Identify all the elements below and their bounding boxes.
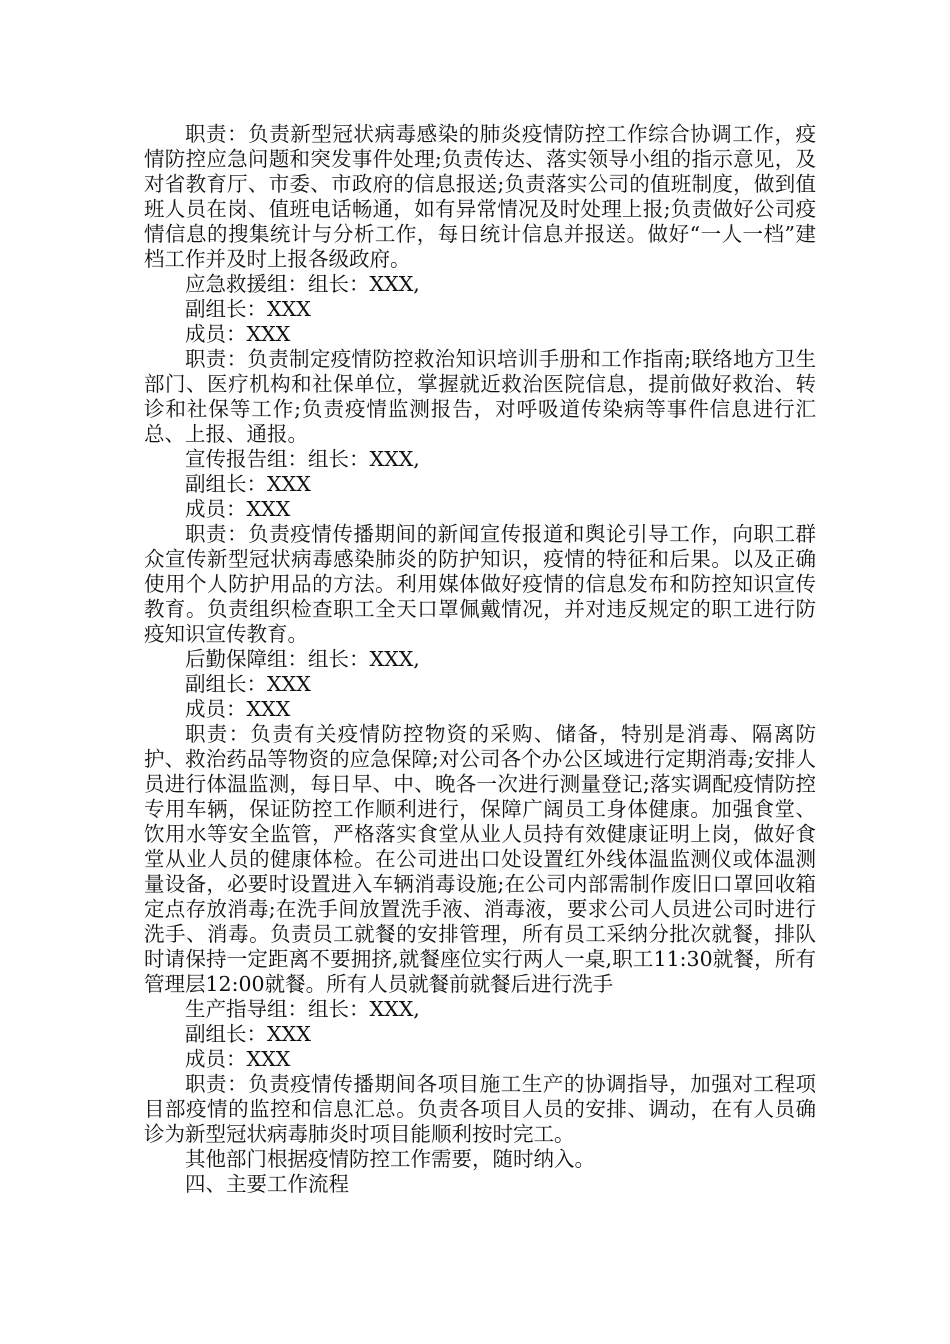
publicity-group-members: 成员：XXX	[185, 497, 291, 521]
paragraph-logistics-duties: 职责：负责有关疫情防控物资的采购、储备，特别是消毒、隔离防护、救治药品等物资的应急保障;对公司各个办公区域进行定期消毒;安排人员进行体温监测，每日早、中、晚各一次进行测量登记;落实调配疫情防控专用车辆，保证防控工作顺利进行，保障广阔员工身体健康。加强食堂、饮用水等安全监管，严格落实食堂从业人员持有效健康证明上岗，做好食堂从业人员的健康体检。在公司进出口处设置红外线体温监测仪或体温测量设备，必要时设置进入车辆消毒设施;在公司内部需制作废旧口罩回收箱定点存放消毒;在洗手间放置洗手液、消毒液，要求公司人员进公司时进行洗手、消毒。负责员工就餐的安排管理，所有员工采纳分批次就餐，排队时请保持一定距离不要拥挤,就餐座位实行两人一桌,职工11:30就餐，所有管理层12:00就餐。所有人员就餐前就餐后进行洗手	[144, 722, 816, 996]
logistics-group-deputy: 副组长：XXX	[185, 672, 311, 696]
production-group-deputy: 副组长：XXX	[185, 1022, 311, 1046]
document-body	[144, 122, 816, 1197]
section-heading-main-workflow: 四、主要工作流程	[185, 1172, 349, 1196]
emergency-rescue-group-leader: 应急救援组：组长：XXX,	[185, 272, 420, 296]
logistics-group-leader: 后勤保障组：组长：XXX,	[185, 647, 420, 671]
paragraph-publicity-duties: 职责：负责疫情传播期间的新闻宣传报道和舆论引导工作，向职工群众宣传新型冠状病毒感染肺炎的防护知识，疫情的特征和后果。以及正确使用个人防护用品的方法。利用媒体做好疫情的信息发布和防控知识宣传教育。负责组织检查职工全天口罩佩戴情况，并对违反规定的职工进行防疫知识宣传教育。	[144, 522, 816, 646]
emergency-rescue-group-deputy: 副组长：XXX	[185, 297, 311, 321]
paragraph-other-departments: 其他部门根据疫情防控工作需要，随时纳入。	[185, 1147, 595, 1171]
paragraph-emergency-rescue-duties: 职责：负责制定疫情防控救治知识培训手册和工作指南;联络地方卫生部门、医疗机构和社保单位，掌握就近救治医院信息，提前做好救治、转诊和社保等工作;负责疫情监测报告，对呼吸道传染病等事件信息进行汇总、上报、通报。	[144, 347, 816, 446]
logistics-group-members: 成员：XXX	[185, 697, 291, 721]
production-group-leader: 生产指导组：组长：XXX,	[185, 997, 420, 1021]
paragraph-production-duties: 职责：负责疫情传播期间各项目施工生产的协调指导，加强对工程项目部疫情的监控和信息汇总。负责各项目人员的安排、调动，在有人员确诊为新型冠状病毒肺炎时项目能顺利按时完工。	[144, 1072, 816, 1146]
emergency-rescue-group-members: 成员：XXX	[185, 322, 291, 346]
publicity-group-deputy: 副组长：XXX	[185, 472, 311, 496]
publicity-group-leader: 宣传报告组：组长：XXX,	[185, 447, 420, 471]
production-group-members: 成员：XXX	[185, 1047, 291, 1071]
paragraph-coordination-duties: 职责：负责新型冠状病毒感染的肺炎疫情防控工作综合协调工作，疫情防控应急问题和突发事件处理;负责传达、落实领导小组的指示意见，及对省教育厅、市委、市政府的信息报送;负责落实公司的值班制度，做到值班人员在岗、值班电话畅通，如有异常情况及时处理上报;负责做好公司疫情信息的搜集统计与分析工作，每日统计信息并报送。做好“一人一档”建档工作并及时上报各级政府。	[144, 122, 816, 271]
